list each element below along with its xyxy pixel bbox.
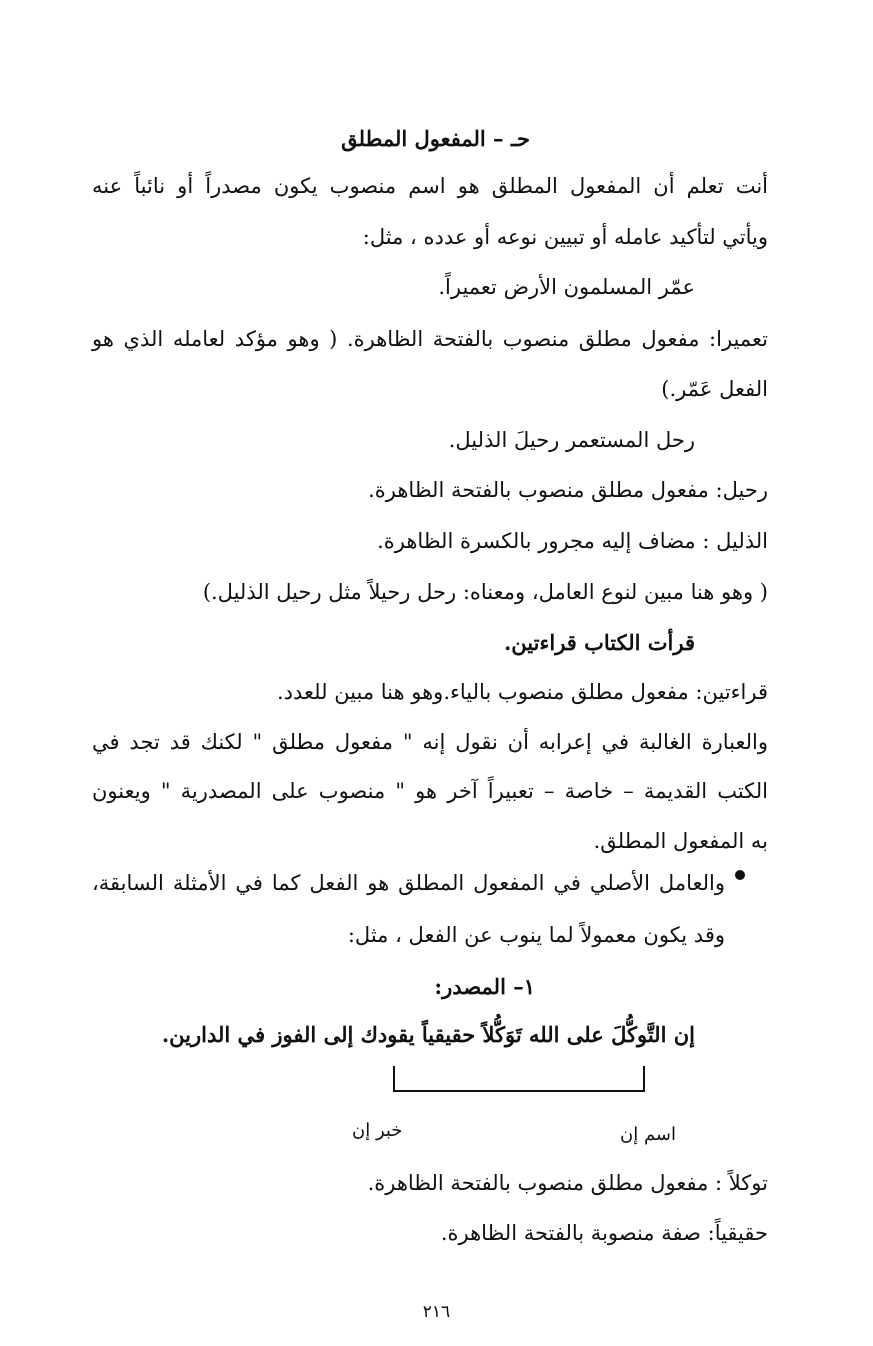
grammar-bracket [393,1066,645,1092]
label-khabar-inna: خبر إن [352,1120,403,1141]
text-line: رحيل: مفعول مطلق منصوب بالفتحة الظاهرة. [368,478,768,502]
text-line: وقد يكون معمولاً لما ينوب عن الفعل ، مثل: [347,923,725,947]
example-sentence: رحل المستعمر رحيلَ الذليل. [448,428,695,452]
text-line: ويأتي لتأكيد عامله أو تبيين نوعه أو عدده ، مثل: [362,225,768,249]
text-line: توكلاً : مفعول مطلق منصوب بالفتحة الظاهرة. [367,1171,768,1195]
section-heading: حـ – المفعول المطلق [341,126,530,151]
page-number: ٢١٦ [422,1302,451,1322]
example-sentence: قرأت الكتاب قراءتين. [504,630,695,655]
label-ism-inna: اسم إن [620,1124,677,1145]
text-line: أنت تعلم أن المفعول المطلق هو اسم منصوب يكون مصدراً أو نائباً عنه [92,174,768,198]
text-line: به المفعول المطلق. [593,829,768,853]
example-sentence: إن التَّوكُّلَ على الله تَوَكُّلاً حقيقياً يقودك إلى الفوز في الدارين. [161,1022,695,1047]
subheading: ١– المصدر: [434,974,535,999]
text-line: ( وهو هنا مبين لنوع العامل، ومعناه: رحل رحيلاً مثل رحيل الذليل.) [202,580,768,604]
text-line: والعبارة الغالبة في إعرابه أن نقول إنه " مفعول مطلق " لكنك قد تجد في [92,730,768,754]
text-line: والعامل الأصلي في المفعول المطلق هو الفعل كما في الأمثلة السابقة، [92,871,725,895]
text-line: الفعل عَمّر.) [661,377,768,401]
text-line: قراءتين: مفعول مطلق منصوب بالياء.وهو هنا مبين للعدد. [276,680,768,704]
text-line: حقيقياً: صفة منصوبة بالفتحة الظاهرة. [440,1221,768,1245]
text-line: الكتب القديمة – خاصة – تعبيراً آخر هو " منصوب على المصدرية " ويعنون [92,779,768,803]
text-line: الذليل : مضاف إليه مجرور بالكسرة الظاهرة. [377,529,768,553]
text-line: تعميرا: مفعول مطلق منصوب بالفتحة الظاهرة. ( وهو مؤكد لعامله الذي هو [92,327,768,351]
example-sentence: عمّر المسلمون الأرض تعميراً. [438,275,695,299]
bullet-point [735,870,745,880]
